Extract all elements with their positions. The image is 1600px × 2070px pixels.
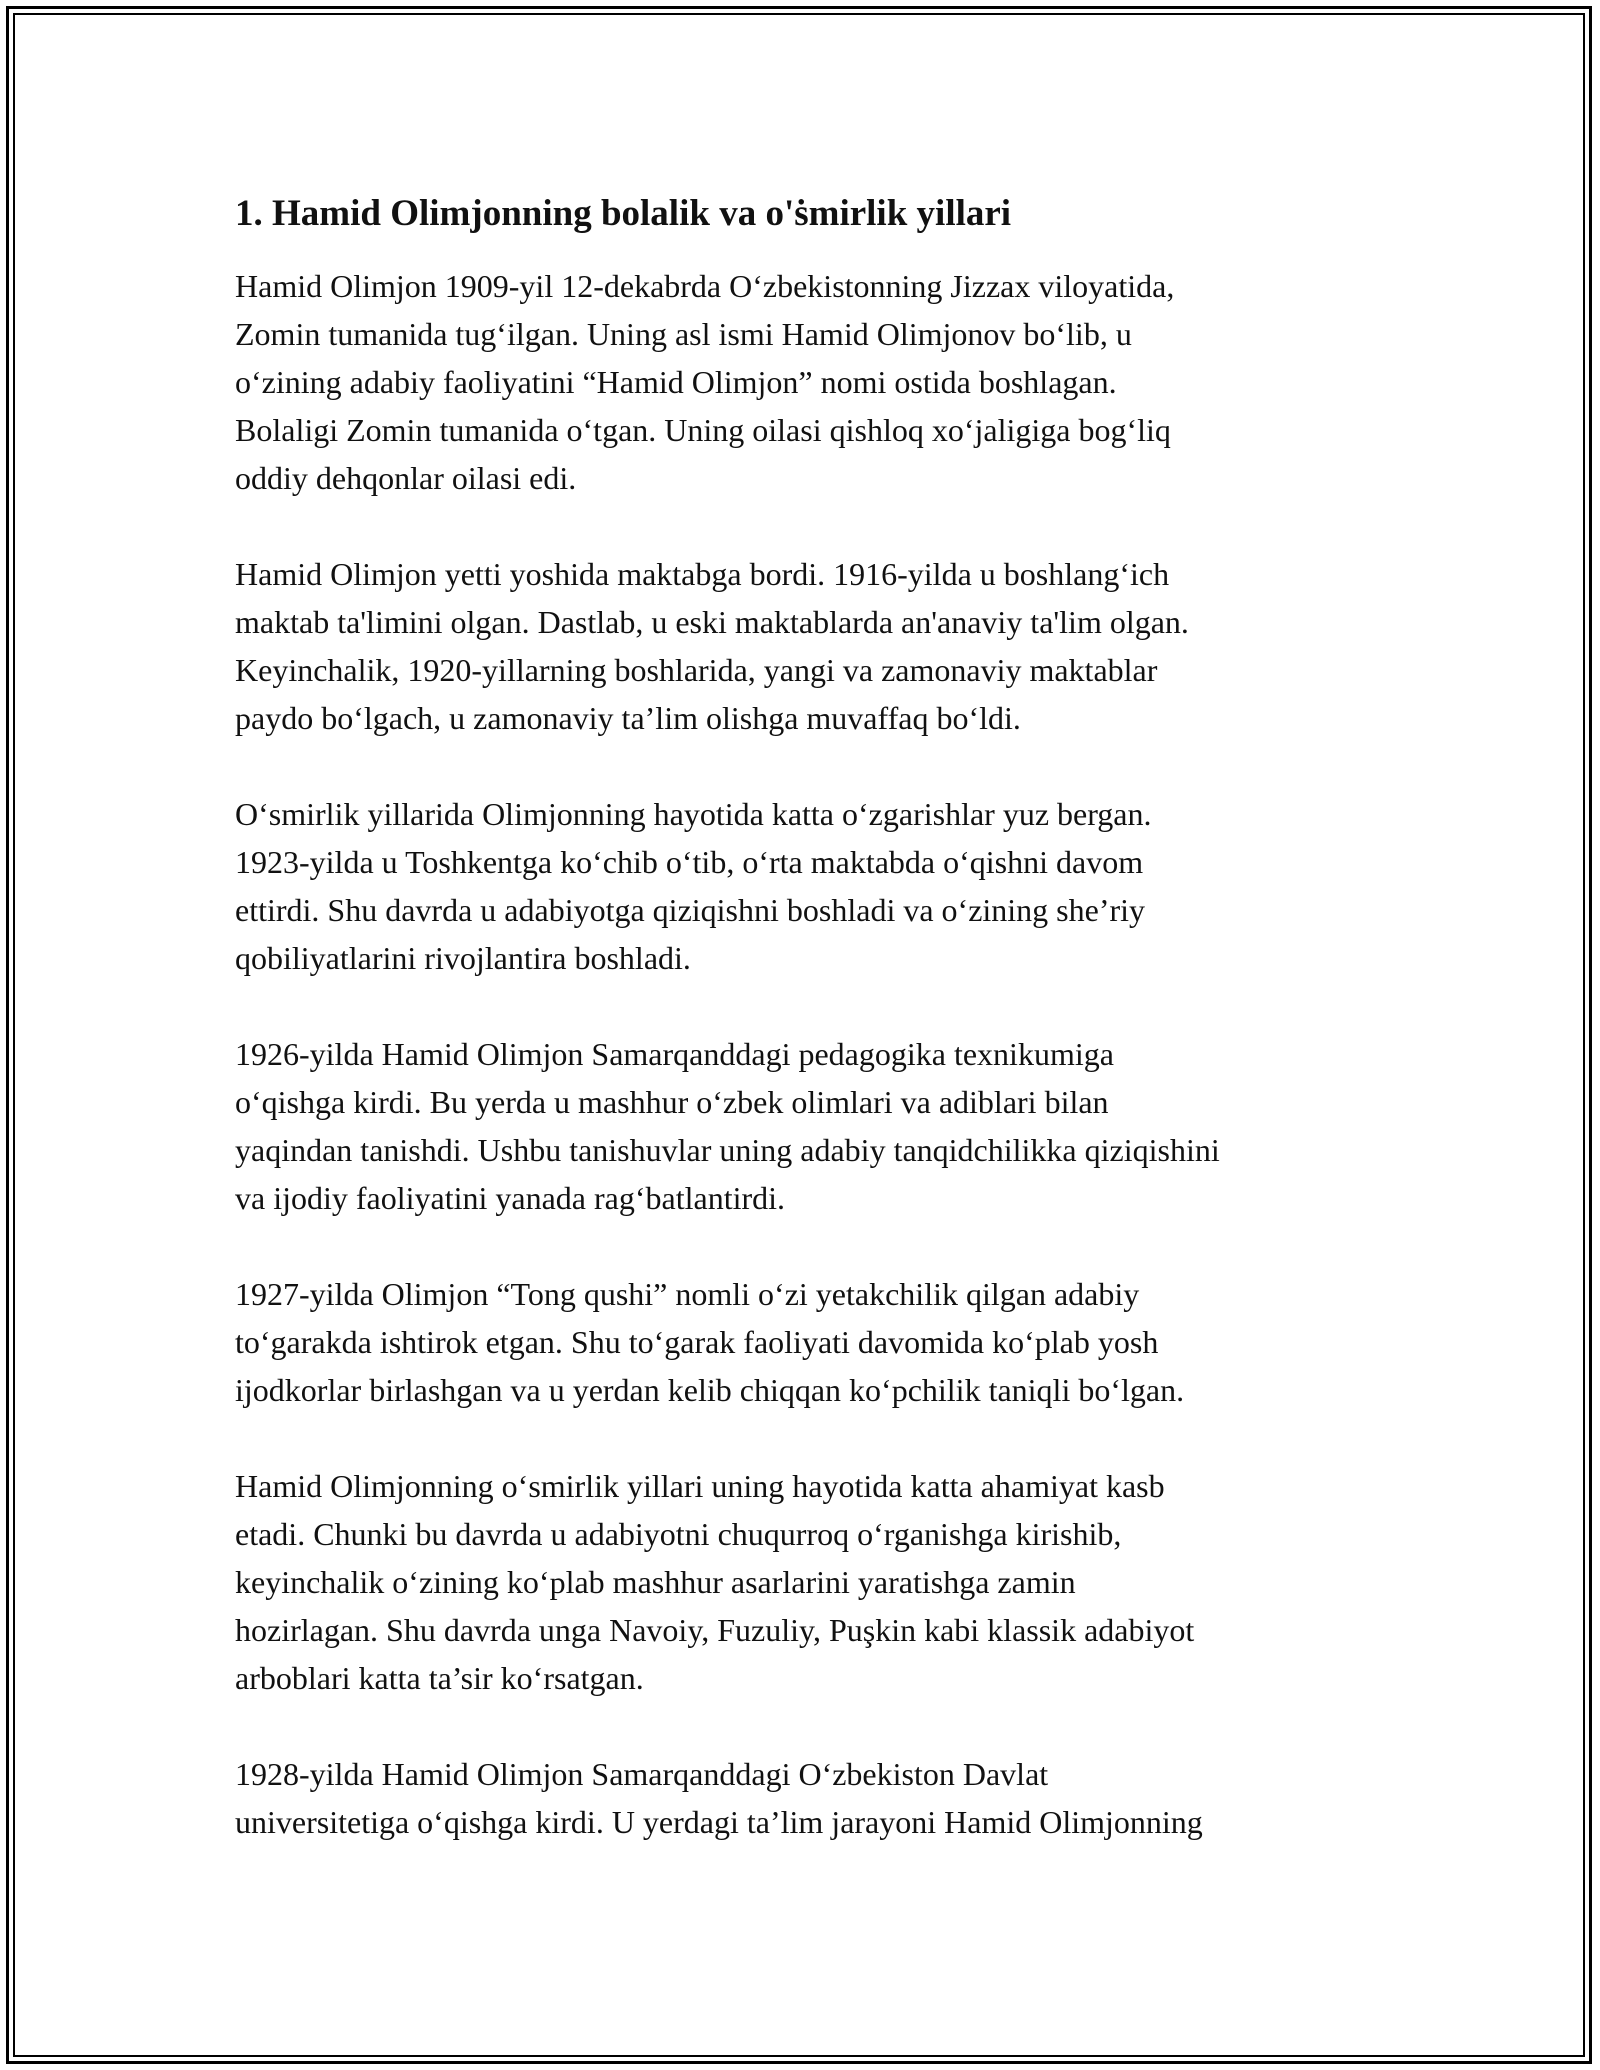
text-line: o‘zining adabiy faoliyatini “Hamid Olimjon” nomi ostida boshlagan. — [235, 364, 1117, 400]
paragraph-significance — [235, 1462, 1395, 1702]
text-line: Zomin tumanida tug‘ilgan. Uning asl ismi Hamid Olimjonov bo‘lib, u — [235, 316, 1132, 352]
text-line: ijodkorlar birlashgan va u yerdan kelib chiqqan ko‘pchilik taniqli bo‘lgan. — [235, 1372, 1185, 1408]
document-body — [235, 190, 1395, 1894]
text-line: arboblari katta ta’sir ko‘rsatgan. — [235, 1660, 644, 1696]
text-line: Hamid Olimjon 1909-yil 12-dekabrda O‘zbekistonning Jizzax viloyatida, — [235, 268, 1175, 304]
text-line: to‘garakda ishtirok etgan. Shu to‘garak faoliyati davomida ko‘plab yosh — [235, 1324, 1159, 1360]
paragraph-university — [235, 1750, 1395, 1846]
text-line: Hamid Olimjon yetti yoshida maktabga bordi. 1916-yilda u boshlang‘ich — [235, 556, 1170, 592]
text-line: 1923-yilda u Toshkentga ko‘chib o‘tib, o‘rta maktabda o‘qishni davom — [235, 844, 1144, 880]
text-line: keyinchalik o‘zining ko‘plab mashhur asarlarini yaratishga zamin — [235, 1564, 1076, 1600]
text-line: 1927-yilda Olimjon “Tong qushi” nomli o‘zi yetakchilik qilgan adabiy — [235, 1276, 1140, 1312]
text-line: paydo bo‘lgach, u zamonaviy ta’lim olishga muvaffaq bo‘ldi. — [235, 700, 1021, 736]
text-line: maktab ta'limini olgan. Dastlab, u eski maktablarda an'anaviy ta'lim olgan. — [235, 604, 1189, 640]
text-line: Keyinchalik, 1920-yillarning boshlarida, yangi va zamonaviy maktablar — [235, 652, 1158, 688]
text-line: O‘smirlik yillarida Olimjonning hayotida katta o‘zgarishlar yuz bergan. — [235, 796, 1152, 832]
text-line: etadi. Chunki bu davrda u adabiyotni chuqurroq o‘rganishga kirishib, — [235, 1516, 1122, 1552]
text-line: hozirlagan. Shu davrda unga Navoiy, Fuzuliy, Puşkin kabi klassik adabiyot — [235, 1612, 1195, 1648]
text-line: yaqindan tanishdi. Ushbu tanishuvlar uning adabiy tanqidchilikka qiziqishini — [235, 1132, 1220, 1168]
text-line: Hamid Olimjonning o‘smirlik yillari uning hayotida katta ahamiyat kasb — [235, 1468, 1165, 1504]
text-line: o‘qishga kirdi. Bu yerda u mashhur o‘zbek olimlari va adiblari bilan — [235, 1084, 1109, 1120]
paragraph-literary-circle — [235, 1270, 1395, 1414]
text-line: Bolaligi Zomin tumanida o‘tgan. Uning oilasi qishloq xo‘jaligiga bog‘liq — [235, 412, 1171, 448]
text-line: qobiliyatlarini rivojlantira boshladi. — [235, 940, 691, 976]
section-heading: 1. Hamid Olimjonning bolalik va o'ṡmirlik yillari — [235, 193, 1012, 234]
text-line: 1928-yilda Hamid Olimjon Samarqanddagi O‘zbekiston Davlat — [235, 1756, 1049, 1792]
text-line: universitetiga o‘qishga kirdi. U yerdagi ta’lim jarayoni Hamid Olimjonning — [235, 1804, 1203, 1840]
paragraph-school — [235, 550, 1395, 742]
paragraph-technikum — [235, 1030, 1395, 1222]
text-line: va ijodiy faoliyatini yanada rag‘batlantirdi. — [235, 1180, 786, 1216]
text-line: 1926-yilda Hamid Olimjon Samarqanddagi pedagogika texnikumiga — [235, 1036, 1114, 1072]
paragraph-childhood — [235, 262, 1395, 502]
paragraph-adolescence — [235, 790, 1395, 982]
text-line: oddiy dehqonlar oilasi edi. — [235, 460, 577, 496]
text-line: ettirdi. Shu davrda u adabiyotga qiziqishni boshladi va o‘zining she’riy — [235, 892, 1146, 928]
